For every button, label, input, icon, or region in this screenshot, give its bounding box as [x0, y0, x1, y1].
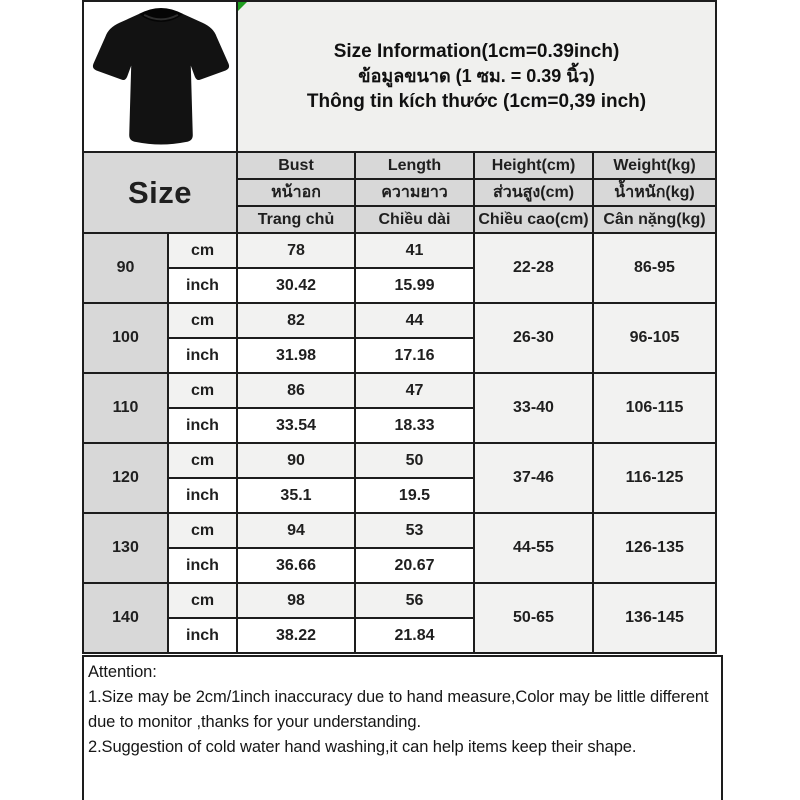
bust-inch-value: 38.22 [237, 618, 355, 653]
bust-inch-value: 36.66 [237, 548, 355, 583]
attention-heading: Attention: [88, 663, 157, 681]
height-range-value: 33-40 [474, 373, 593, 443]
tshirt-image [84, 2, 237, 151]
bust-inch-value: 33.54 [237, 408, 355, 443]
length-inch-value: 17.16 [355, 338, 474, 373]
title-english: Size Information(1cm=0.39inch) [333, 41, 620, 62]
title-vietnamese: Thông tin kích thước (1cm=0,39 inch) [306, 91, 647, 112]
bust-cm-value: 86 [237, 373, 355, 408]
unit-inch-label: inch [168, 478, 237, 513]
size-label: 100 [83, 303, 168, 373]
corner-marker-icon [238, 2, 247, 11]
attention-notes [82, 655, 723, 800]
size-label: 90 [83, 233, 168, 303]
length-cm-value: 56 [355, 583, 474, 618]
col-header-bust-th: หน้าอก [237, 179, 355, 206]
size-column-header: Size [83, 152, 237, 233]
size-label: 120 [83, 443, 168, 513]
weight-range-value: 126-135 [593, 513, 716, 583]
height-range-value: 50-65 [474, 583, 593, 653]
col-header-weight-vi: Cân nặng(kg) [593, 206, 716, 233]
height-range-value: 22-28 [474, 233, 593, 303]
col-header-length-th: ความยาว [355, 179, 474, 206]
size-label: 140 [83, 583, 168, 653]
size-label: 110 [83, 373, 168, 443]
unit-inch-label: inch [168, 408, 237, 443]
length-inch-value: 18.33 [355, 408, 474, 443]
col-header-weight-th: น้ำหนัก(kg) [593, 179, 716, 206]
weight-range-value: 116-125 [593, 443, 716, 513]
col-header-weight-en: Weight(kg) [593, 152, 716, 179]
bust-cm-value: 94 [237, 513, 355, 548]
col-header-length-en: Length [355, 152, 474, 179]
bust-inch-value: 31.98 [237, 338, 355, 373]
length-inch-value: 19.5 [355, 478, 474, 513]
unit-cm-label: cm [168, 513, 237, 548]
height-range-value: 37-46 [474, 443, 593, 513]
bust-inch-value: 30.42 [237, 268, 355, 303]
weight-range-value: 136-145 [593, 583, 716, 653]
unit-cm-label: cm [168, 443, 237, 478]
col-header-length-vi: Chiều dài [355, 206, 474, 233]
attention-note-1: 1.Size may be 2cm/1inch inaccuracy due to hand measure,Color may be little different due to monitor ,thanks for your understanding. [88, 688, 709, 731]
unit-inch-label: inch [168, 548, 237, 583]
unit-cm-label: cm [168, 233, 237, 268]
length-cm-value: 53 [355, 513, 474, 548]
col-header-height-vi: Chiều cao(cm) [474, 206, 593, 233]
col-header-bust-vi: Trang chủ [237, 206, 355, 233]
col-header-height-en: Height(cm) [474, 152, 593, 179]
col-header-bust-en: Bust [237, 152, 355, 179]
product-image-cell [83, 1, 237, 152]
bust-cm-value: 78 [237, 233, 355, 268]
size-table [82, 0, 717, 654]
unit-cm-label: cm [168, 583, 237, 618]
unit-cm-label: cm [168, 373, 237, 408]
title-cell [237, 1, 716, 152]
length-inch-value: 20.67 [355, 548, 474, 583]
height-range-value: 26-30 [474, 303, 593, 373]
col-header-height-th: ส่วนสูง(cm) [474, 179, 593, 206]
length-inch-value: 15.99 [355, 268, 474, 303]
attention-note-2: 2.Suggestion of cold water hand washing,it can help items keep their shape. [88, 738, 637, 756]
unit-inch-label: inch [168, 338, 237, 373]
unit-inch-label: inch [168, 618, 237, 653]
bust-cm-value: 98 [237, 583, 355, 618]
unit-inch-label: inch [168, 268, 237, 303]
weight-range-value: 106-115 [593, 373, 716, 443]
length-inch-value: 21.84 [355, 618, 474, 653]
bust-inch-value: 35.1 [237, 478, 355, 513]
length-cm-value: 47 [355, 373, 474, 408]
size-label: 130 [83, 513, 168, 583]
length-cm-value: 41 [355, 233, 474, 268]
weight-range-value: 96-105 [593, 303, 716, 373]
length-cm-value: 44 [355, 303, 474, 338]
bust-cm-value: 90 [237, 443, 355, 478]
height-range-value: 44-55 [474, 513, 593, 583]
unit-cm-label: cm [168, 303, 237, 338]
black-tshirt-icon [86, 4, 236, 149]
length-cm-value: 50 [355, 443, 474, 478]
weight-range-value: 86-95 [593, 233, 716, 303]
title-thai: ข้อมูลขนาด (1 ซม. = 0.39 นิ้ว) [358, 66, 595, 86]
bust-cm-value: 82 [237, 303, 355, 338]
